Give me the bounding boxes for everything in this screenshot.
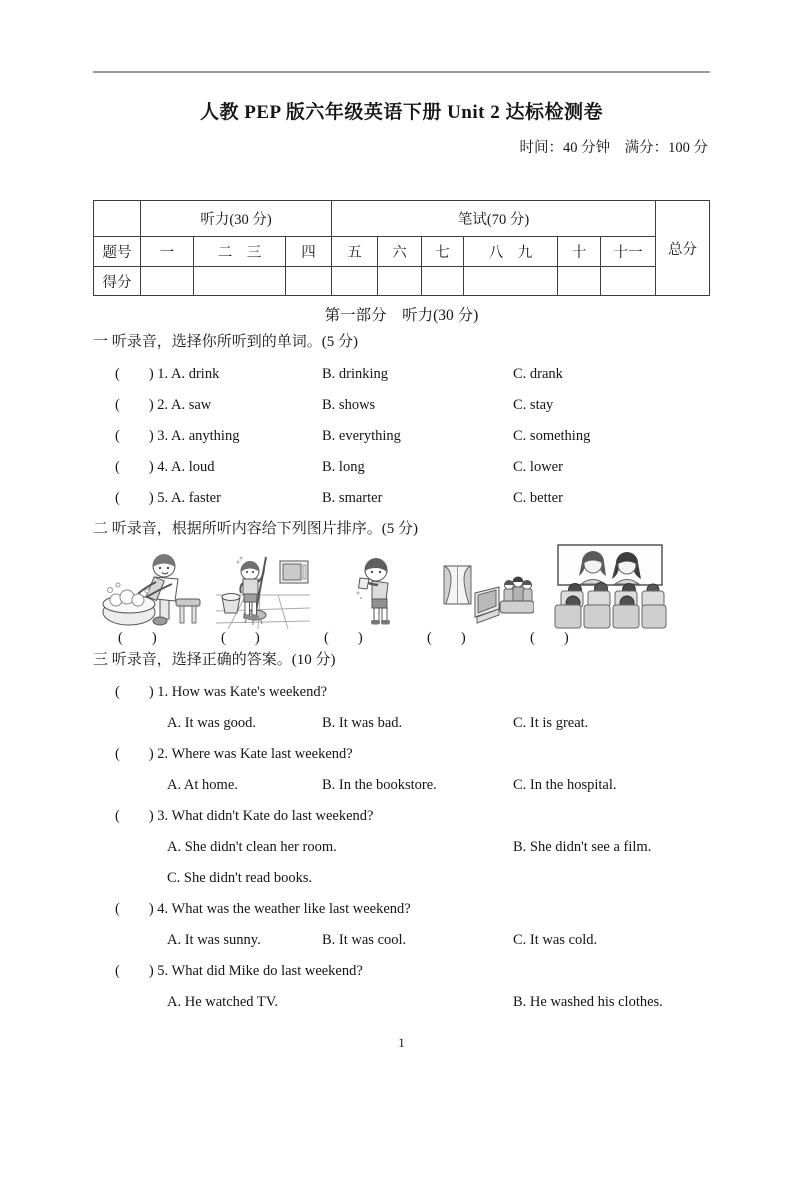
section3-title: 听录音，选择正确的答案。(10 分) [111,652,336,668]
picture-row [93,543,710,629]
score-cell [141,267,194,296]
score-table [93,200,710,296]
question-5 [93,961,710,981]
answer-bracket: ( ) [115,397,154,413]
col-4: 四 [286,237,332,267]
score-cell [422,267,464,296]
question-1 [93,682,710,702]
listen-word-item-4 [93,457,710,477]
question-5-options [93,992,710,1012]
option-a: A. At home. [167,777,238,793]
picture-answer-bracket: ( ) [324,630,363,646]
picture-bracket-row [93,629,710,647]
question-1-options [93,713,710,733]
question-number-row-header: 题号 [94,237,141,267]
question-4 [93,899,710,919]
answer-bracket: ( ) [115,366,154,382]
col-7: 七 [422,237,464,267]
col-6: 六 [378,237,422,267]
picture-answer-bracket: ( ) [427,630,466,646]
item-number: 4. [157,459,169,475]
answer-bracket: ( ) [115,684,154,700]
option-a: A. He watched TV. [167,994,279,1010]
picture-boy-washing-clothes [102,547,202,629]
question-text: What did Mike do last weekend? [171,963,363,979]
question-text: What was the weather like last weekend? [171,901,411,917]
answer-bracket: ( ) [115,808,154,824]
option-a: A. loud [171,459,215,475]
score-cell [286,267,332,296]
score-cell [194,267,286,296]
option-b: B. It was cool. [322,932,407,948]
question-text: What didn't Kate do last weekend? [171,808,374,824]
option-b: B. long [322,459,365,475]
section3-heading [93,650,710,671]
score-cell [332,267,378,296]
option-b: B. smarter [322,490,383,506]
item-number: 1. [157,366,169,382]
section3-label: 三 [93,652,109,668]
option-a: A. drink [171,366,220,382]
page-number: 1 [398,1035,405,1050]
option-c: C. She didn't read books. [167,870,313,886]
question-text: Where was Kate last weekend? [171,746,353,762]
score-cell [378,267,422,296]
part1-heading: 第一部分 听力(30 分) [324,307,479,324]
col-8-9: 八 九 [464,237,558,267]
section2-label: 二 [93,521,109,537]
answer-bracket: ( ) [115,459,154,475]
answer-bracket: ( ) [115,490,154,506]
score-cell [464,267,558,296]
listen-word-item-1 [93,364,710,384]
listen-word-item-3 [93,426,710,446]
question-number: 2. [157,746,169,762]
written-section-header: 笔试(70 分) [332,201,656,237]
picture-answer-bracket: ( ) [221,630,260,646]
item-number: 3. [157,428,169,444]
option-a: A. It was sunny. [167,932,261,948]
option-a: A. anything [171,428,240,444]
option-c: C. better [513,490,563,506]
section1-label: 一 [93,334,109,350]
item-number: 5. [157,490,169,506]
question-number: 1. [157,684,169,700]
option-b: B. She didn't see a film. [513,839,652,855]
question-2-options [93,775,710,795]
option-a: A. saw [171,397,212,413]
question-number: 3. [157,808,169,824]
score-table-corner-cell [94,201,141,237]
section2-title: 听录音，根据所听内容给下列图片排序。(5 分) [111,521,419,537]
answer-bracket: ( ) [115,901,154,917]
option-a: A. faster [171,490,221,506]
score-row-header: 得分 [94,267,141,296]
picture-family-watching-tv [441,563,534,629]
question-text: How was Kate's weekend? [171,684,328,700]
option-c: C. something [513,428,591,444]
option-c: C. It is great. [513,715,589,731]
picture-people-watching-film-cinema [551,543,669,629]
option-c: C. stay [513,397,554,413]
listen-word-item-5 [93,488,710,508]
option-c: C. It was cold. [513,932,598,948]
answer-bracket: ( ) [115,746,154,762]
question-number: 4. [157,901,169,917]
exam-paper-page [0,71,800,1050]
col-1: 一 [141,237,194,267]
picture-boy-drinking-water [340,551,415,629]
option-b: B. He washed his clothes. [513,994,663,1010]
col-5: 五 [332,237,378,267]
option-b: B. drinking [322,366,389,382]
option-b: B. shows [322,397,376,413]
score-cell [558,267,601,296]
question-3-option-c [93,868,710,888]
option-b: B. everything [322,428,401,444]
picture-answer-bracket: ( ) [530,630,569,646]
answer-bracket: ( ) [115,428,154,444]
col-11: 十一 [601,237,656,267]
question-number: 5. [157,963,169,979]
option-b: B. It was bad. [322,715,403,731]
col-2-3: 二 三 [194,237,286,267]
section1-title: 听录音，选择你所听到的单词。(5 分) [111,334,359,350]
option-c: C. drank [513,366,563,382]
question-2 [93,744,710,764]
picture-answer-bracket: ( ) [118,630,157,646]
section1-heading [93,332,710,353]
page-title: 人教 PEP 版六年级英语下册 Unit 2 达标检测卷 [200,102,603,123]
question-3 [93,806,710,826]
score-cell [601,267,656,296]
option-c: C. lower [513,459,563,475]
listening-section-header: 听力(30 分) [141,201,332,237]
item-number: 2. [157,397,169,413]
option-b: B. In the bookstore. [322,777,437,793]
header-divider [93,71,710,73]
question-3-options-ab [93,837,710,857]
section2-heading [93,519,710,540]
total-score-header: 总分 [656,201,710,296]
exam-info-line: 时间：40 分钟 满分：100 分 [519,140,708,156]
option-c: C. In the hospital. [513,777,617,793]
col-10: 十 [558,237,601,267]
option-a: A. It was good. [167,715,257,731]
listen-word-item-2 [93,395,710,415]
picture-boy-mopping-floor [214,549,312,629]
question-4-options [93,930,710,950]
option-a: A. She didn't clean her room. [167,839,337,855]
answer-bracket: ( ) [115,963,154,979]
